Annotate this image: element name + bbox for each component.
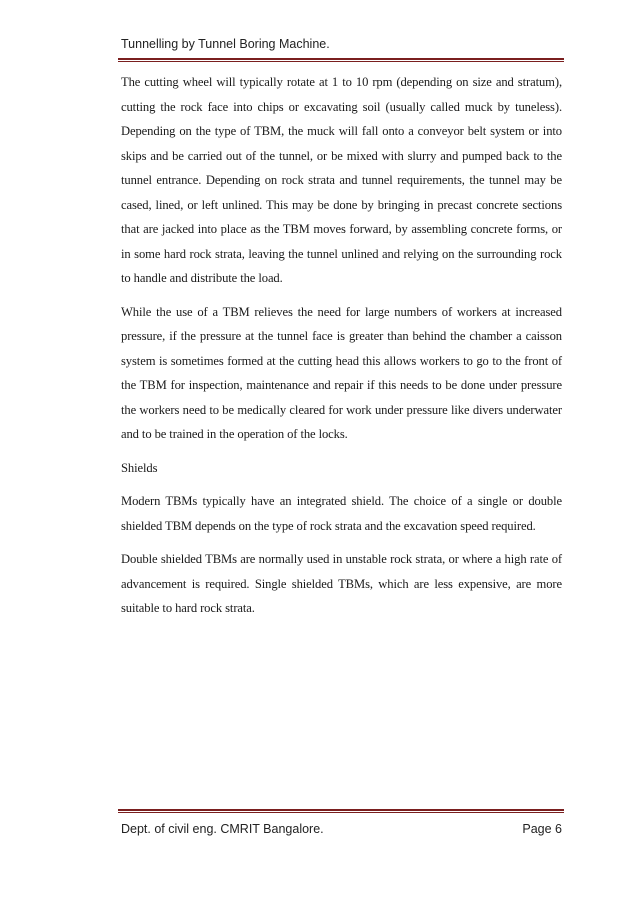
footer-page-number: Page 6	[522, 822, 562, 836]
paragraph-modern-tbms: Modern TBMs typically have an integrated shield. The choice of a single or double shielded TBM depends on the type of rock strata and the excavation speed required.	[121, 494, 562, 533]
paragraph-workers-pressure: While the use of a TBM relieves the need for large numbers of workers at increased pressure, if the pressure at the tunnel face is greater than behind the chamber a caisson system is sometimes formed at the cutting head this allows workers to go to the front of the TBM for inspection, maintenance and repair if this needs to be done under pressure the workers need to be medically cleared for work under pressure like divers underwater and to be trained in the operation of the locks.	[121, 304, 562, 441]
footer-department: Dept. of civil eng. CMRIT Bangalore.	[121, 822, 324, 836]
paragraph-double-shielded: Double shielded TBMs are normally used in unstable rock strata, or where a high rate of advancement is required. Single shielded TBMs, which are less expensive, are more suitable to hard rock strata.	[121, 552, 562, 615]
header-rule	[118, 58, 564, 62]
footer-rule	[118, 809, 564, 813]
section-heading-shields: Shields	[121, 460, 158, 475]
paragraph-cutting-wheel: The cutting wheel will typically rotate at 1 to 10 rpm (depending on size and stratum), cutting the rock face into chips or excavating soil (usually called muck by tuneless). Depending on the type of TBM, the muck will fall onto a conveyor belt system or into skips and be carried out of the tunnel, or be mixed with slurry and pumped back to the tunnel entrance. Depending on rock strata and tunnel requirements, the tunnel may be cased, lined, or left unlined. This may be done by bringing in precast concrete sections that are jacked into place as the TBM moves forward, by assembling concrete forms, or in some hard rock strata, leaving the tunnel unlined and relying on the surrounding rock to handle and distribute the load.	[121, 75, 562, 285]
body-text	[121, 70, 562, 630]
running-header-title: Tunnelling by Tunnel Boring Machine.	[121, 37, 330, 51]
